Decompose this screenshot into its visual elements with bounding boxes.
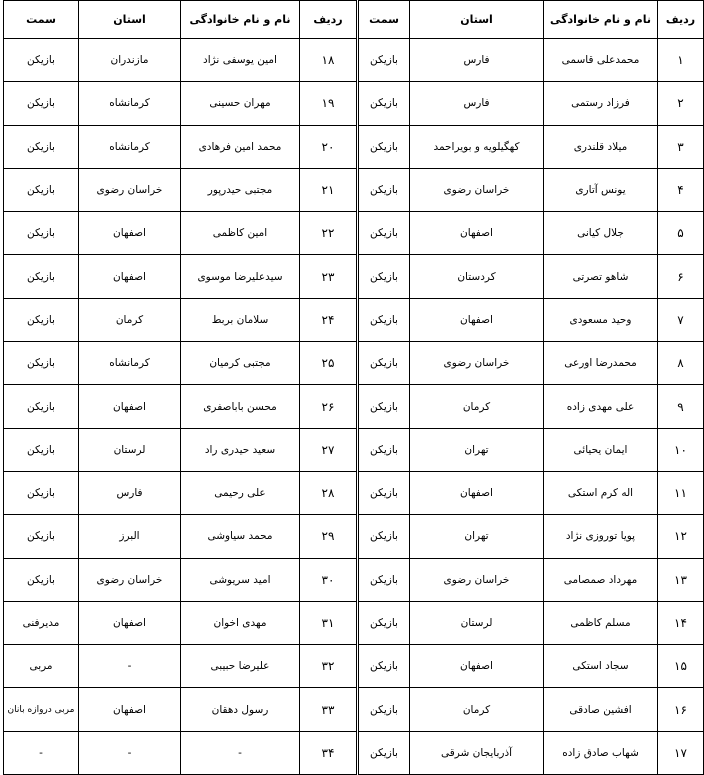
province-cell: اصفهان xyxy=(410,471,544,514)
table-row xyxy=(4,125,704,168)
province-cell: فارس xyxy=(79,471,181,514)
row-number-cell: ۱۱ xyxy=(658,471,704,514)
role-cell: - xyxy=(4,731,79,774)
province-cell: کهگیلویه و بویراحمد xyxy=(410,125,544,168)
header-name: نام و نام خانوادگی xyxy=(181,1,300,39)
player-name-cell: علیرضا حبیبی xyxy=(181,645,300,688)
province-cell: اصفهان xyxy=(79,601,181,644)
table-row xyxy=(4,168,704,211)
player-name-cell: - xyxy=(181,731,300,774)
table-row xyxy=(4,731,704,774)
province-cell: کرمانشاه xyxy=(79,125,181,168)
row-number-cell: ۱۵ xyxy=(658,645,704,688)
province-cell: تهران xyxy=(410,515,544,558)
row-number-cell: ۹ xyxy=(658,385,704,428)
player-name-cell: مجتبی کرمیان xyxy=(181,342,300,385)
table-row xyxy=(4,428,704,471)
role-cell: بازیکن xyxy=(358,125,410,168)
role-cell: بازیکن xyxy=(358,385,410,428)
player-name-cell: امین یوسفی نژاد xyxy=(181,39,300,82)
player-name-cell: سعید حیدری راد xyxy=(181,428,300,471)
row-number-cell: ۲۷ xyxy=(300,428,358,471)
player-name-cell: سیدعلیرضا موسوی xyxy=(181,255,300,298)
province-cell: فارس xyxy=(410,82,544,125)
player-name-cell: پویا توروزی نژاد xyxy=(544,515,658,558)
row-number-cell: ۱۷ xyxy=(658,731,704,774)
province-cell: خراسان رضوی xyxy=(410,342,544,385)
row-number-cell: ۳۳ xyxy=(300,688,358,731)
role-cell: بازیکن xyxy=(4,39,79,82)
role-cell: بازیکن xyxy=(4,82,79,125)
row-number-cell: ۲۱ xyxy=(300,168,358,211)
role-cell: بازیکن xyxy=(358,471,410,514)
province-cell: اصفهان xyxy=(410,212,544,255)
player-name-cell: وحید مسعودی xyxy=(544,298,658,341)
row-number-cell: ۲ xyxy=(658,82,704,125)
province-cell: خراسان رضوی xyxy=(79,168,181,211)
table-row xyxy=(4,39,704,82)
row-number-cell: ۲۵ xyxy=(300,342,358,385)
province-cell: اصفهان xyxy=(410,645,544,688)
player-name-cell: مهدی اخوان xyxy=(181,601,300,644)
row-number-cell: ۳۲ xyxy=(300,645,358,688)
roster-body xyxy=(4,39,704,775)
table-row xyxy=(4,212,704,255)
role-cell: بازیکن xyxy=(358,168,410,211)
player-name-cell: مسلم کاظمی xyxy=(544,601,658,644)
table-row xyxy=(4,255,704,298)
province-cell: کرمان xyxy=(79,298,181,341)
province-cell: کرمانشاه xyxy=(79,342,181,385)
player-name-cell: اله کرم استکی xyxy=(544,471,658,514)
header-name: نام و نام خانوادگی xyxy=(544,1,658,39)
role-cell: بازیکن xyxy=(4,342,79,385)
player-name-cell: محمد سیاوشی xyxy=(181,515,300,558)
player-name-cell: امین کاظمی xyxy=(181,212,300,255)
player-name-cell: جلال کیانی xyxy=(544,212,658,255)
row-number-cell: ۱۲ xyxy=(658,515,704,558)
role-cell: مربی xyxy=(4,645,79,688)
role-cell: مدیرفنی xyxy=(4,601,79,644)
row-number-cell: ۴ xyxy=(658,168,704,211)
province-cell: آذربایجان شرقی xyxy=(410,731,544,774)
row-number-cell: ۵ xyxy=(658,212,704,255)
role-cell: بازیکن xyxy=(358,428,410,471)
header-role: سمت xyxy=(4,1,79,39)
table-row xyxy=(4,342,704,385)
row-number-cell: ۲۳ xyxy=(300,255,358,298)
province-cell: کرمانشاه xyxy=(79,82,181,125)
role-cell: بازیکن xyxy=(358,39,410,82)
table-row xyxy=(4,385,704,428)
row-number-cell: ۳۰ xyxy=(300,558,358,601)
role-cell: بازیکن xyxy=(358,342,410,385)
row-number-cell: ۱۹ xyxy=(300,82,358,125)
role-cell: بازیکن xyxy=(358,515,410,558)
table-row xyxy=(4,558,704,601)
province-cell: اصفهان xyxy=(79,212,181,255)
role-cell: بازیکن xyxy=(358,212,410,255)
row-number-cell: ۲۸ xyxy=(300,471,358,514)
row-number-cell: ۱۶ xyxy=(658,688,704,731)
row-number-cell: ۳ xyxy=(658,125,704,168)
province-cell: لرستان xyxy=(79,428,181,471)
role-cell: بازیکن xyxy=(358,558,410,601)
table-row xyxy=(4,298,704,341)
row-number-cell: ۷ xyxy=(658,298,704,341)
player-name-cell: علی رحیمی xyxy=(181,471,300,514)
row-number-cell: ۶ xyxy=(658,255,704,298)
row-number-cell: ۱ xyxy=(658,39,704,82)
header-role: سمت xyxy=(358,1,410,39)
province-cell: اصفهان xyxy=(79,385,181,428)
player-name-cell: میلاد قلندری xyxy=(544,125,658,168)
role-cell: بازیکن xyxy=(4,255,79,298)
row-number-cell: ۳۴ xyxy=(300,731,358,774)
role-cell: مربی دروازه بانان xyxy=(4,688,79,731)
header-province: استان xyxy=(410,1,544,39)
player-name-cell: محمد امین فرهادی xyxy=(181,125,300,168)
row-number-cell: ۱۰ xyxy=(658,428,704,471)
province-cell: البرز xyxy=(79,515,181,558)
player-name-cell: علی مهدی زاده xyxy=(544,385,658,428)
header-row-number: ردیف xyxy=(300,1,358,39)
table-row xyxy=(4,645,704,688)
row-number-cell: ۱۴ xyxy=(658,601,704,644)
player-name-cell: محسن باباصفری xyxy=(181,385,300,428)
province-cell: خراسان رضوی xyxy=(79,558,181,601)
province-cell: - xyxy=(79,731,181,774)
table-row xyxy=(4,601,704,644)
province-cell: مازندران xyxy=(79,39,181,82)
role-cell: بازیکن xyxy=(4,385,79,428)
role-cell: بازیکن xyxy=(4,428,79,471)
row-number-cell: ۲۹ xyxy=(300,515,358,558)
player-name-cell: سلامان بربط xyxy=(181,298,300,341)
role-cell: بازیکن xyxy=(4,558,79,601)
province-cell: خراسان رضوی xyxy=(410,168,544,211)
province-cell: کرمان xyxy=(410,385,544,428)
role-cell: بازیکن xyxy=(358,601,410,644)
table-row xyxy=(4,515,704,558)
player-name-cell: شهاب صادق زاده xyxy=(544,731,658,774)
player-name-cell: سجاد استکی xyxy=(544,645,658,688)
player-name-cell: مجتبی حیدرپور xyxy=(181,168,300,211)
player-name-cell: مهران حسینی xyxy=(181,82,300,125)
province-cell: فارس xyxy=(410,39,544,82)
player-name-cell: مهرداد صمصامی xyxy=(544,558,658,601)
row-number-cell: ۱۸ xyxy=(300,39,358,82)
header-row-number: ردیف xyxy=(658,1,704,39)
province-cell: کرمان xyxy=(410,688,544,731)
province-cell: اصفهان xyxy=(410,298,544,341)
table-row xyxy=(4,688,704,731)
role-cell: بازیکن xyxy=(358,82,410,125)
province-cell: - xyxy=(79,645,181,688)
province-cell: اصفهان xyxy=(79,255,181,298)
province-cell: تهران xyxy=(410,428,544,471)
row-number-cell: ۲۲ xyxy=(300,212,358,255)
row-number-cell: ۸ xyxy=(658,342,704,385)
role-cell: بازیکن xyxy=(358,645,410,688)
role-cell: بازیکن xyxy=(358,688,410,731)
row-number-cell: ۳۱ xyxy=(300,601,358,644)
player-name-cell: افشین صادقی xyxy=(544,688,658,731)
roster-table xyxy=(3,0,704,775)
player-name-cell: محمدعلی قاسمی xyxy=(544,39,658,82)
row-number-cell: ۱۳ xyxy=(658,558,704,601)
header-province: استان xyxy=(79,1,181,39)
player-name-cell: محمدرضا اورعی xyxy=(544,342,658,385)
row-number-cell: ۲۴ xyxy=(300,298,358,341)
role-cell: بازیکن xyxy=(358,731,410,774)
player-name-cell: فرزاد رستمی xyxy=(544,82,658,125)
role-cell: بازیکن xyxy=(4,212,79,255)
province-cell: اصفهان xyxy=(79,688,181,731)
table-row xyxy=(4,82,704,125)
role-cell: بازیکن xyxy=(4,471,79,514)
header-row xyxy=(4,1,704,39)
player-name-cell: یونس آتاری xyxy=(544,168,658,211)
province-cell: لرستان xyxy=(410,601,544,644)
row-number-cell: ۲۰ xyxy=(300,125,358,168)
player-name-cell: شاهو تصرتی xyxy=(544,255,658,298)
role-cell: بازیکن xyxy=(358,255,410,298)
role-cell: بازیکن xyxy=(4,515,79,558)
role-cell: بازیکن xyxy=(4,125,79,168)
role-cell: بازیکن xyxy=(4,168,79,211)
player-name-cell: رسول دهقان xyxy=(181,688,300,731)
role-cell: بازیکن xyxy=(4,298,79,341)
player-name-cell: امید سریوشی xyxy=(181,558,300,601)
row-number-cell: ۲۶ xyxy=(300,385,358,428)
table-row xyxy=(4,471,704,514)
province-cell: کردستان xyxy=(410,255,544,298)
role-cell: بازیکن xyxy=(358,298,410,341)
player-name-cell: ایمان یحیائی xyxy=(544,428,658,471)
province-cell: خراسان رضوی xyxy=(410,558,544,601)
